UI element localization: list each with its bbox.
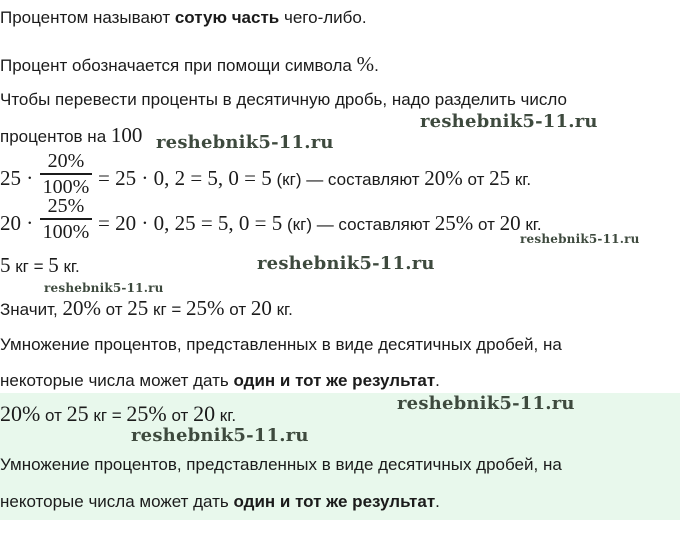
summary-line-1: Умножение процентов, представленных в виде десятичных дробей, на <box>0 455 562 474</box>
paragraph-multiplication: Умножение процентов, представленных в виде десятичных дробей, на <box>0 335 562 354</box>
equation-3: 5 кг = 5 кг. <box>0 253 80 277</box>
watermark: reshebnik5-11.ru <box>420 111 598 132</box>
watermark: reshebnik5-11.ru <box>44 281 164 295</box>
paragraph-convert-rule-cont: процентов на 100 <box>0 123 143 147</box>
paragraph-conclusion: Значит, 20% от 25 кг = 25% от 20 кг. <box>0 296 293 320</box>
percent-symbol: % <box>356 52 375 76</box>
watermark: reshebnik5-11.ru <box>520 232 640 246</box>
paragraph-convert-rule: Чтобы перевести проценты в десятичную дробь, надо разделить число <box>0 90 567 109</box>
summary-equation: 20% от 25 кг = 25% от 20 кг. <box>0 401 237 426</box>
eq1-lead: 25 · <box>0 166 34 190</box>
eq2-denominator: 100% <box>42 220 90 243</box>
eq2-numerator: 25% <box>47 195 85 217</box>
paragraph-percent-symbol: Процент обозначается при помощи символа %. <box>0 52 379 76</box>
paragraph-percent-definition: Процентом называют сотую часть чего-либо. <box>0 8 367 27</box>
watermark: reshebnik5-11.ru <box>131 425 309 446</box>
eq2-fraction <box>40 195 92 243</box>
bold-term-hundredth: сотую часть <box>174 8 280 27</box>
watermark: reshebnik5-11.ru <box>257 253 435 274</box>
equation-2-rhs: = 20 · 0, 25 = 5, 0 = 5 (кг) — составляют 25% от 20 кг. <box>98 211 542 235</box>
eq2-lead: 20 · <box>0 211 34 235</box>
number-hundred: 100 <box>110 123 143 147</box>
watermark: reshebnik5-11.ru <box>397 393 575 414</box>
bold-same-result: один и тот же результат <box>233 371 436 390</box>
eq1-numerator: 20% <box>47 150 85 172</box>
equation-1 <box>0 167 33 191</box>
eq1-denominator: 100% <box>42 175 90 198</box>
eq2-fraction-bar <box>40 218 92 220</box>
eq1-fraction-bar <box>40 173 92 175</box>
summary-line-2: некоторые числа может дать один и тот же результат. <box>0 492 440 511</box>
summary-bold-same-result: один и тот же результат <box>233 492 436 511</box>
watermark: reshebnik5-11.ru <box>156 132 334 153</box>
eq1-fraction <box>40 150 92 198</box>
equation-1-rhs: = 25 · 0, 2 = 5, 0 = 5 (кг) — составляют 20% от 25 кг. <box>98 166 532 190</box>
paragraph-multiplication-cont: некоторые числа может дать один и тот же результат. <box>0 371 440 390</box>
equation-2 <box>0 212 33 236</box>
